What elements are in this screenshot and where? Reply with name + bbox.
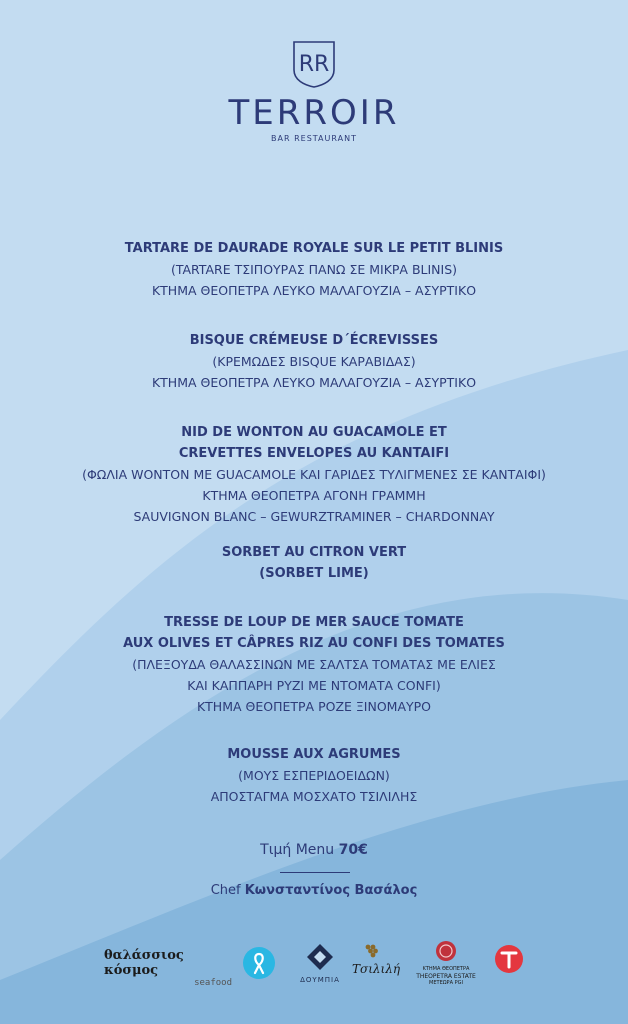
course-wine: ΚΤΗΜΑ ΘΕΟΠΕΤΡΑ ΡΟΖΕ ΞΙΝΟΜΑΥΡΟ <box>196 699 432 714</box>
course-name: MOUSSE AUX AGRUMES <box>227 747 401 762</box>
thalassios-title: θαλάσσιος κόσμος <box>104 948 184 978</box>
brand-header <box>0 40 628 143</box>
divider <box>280 872 350 873</box>
course-wine-varietals: SAUVIGNON BLANC – GEWURZTRAMINER – CHARDONNAY <box>133 509 495 524</box>
course-description: (TARTARE ΤΣΙΠΟΥΡΑΣ ΠΑΝΩ ΣΕ ΜΙΚΡΑ BLINIS) <box>170 262 458 277</box>
theopetra-line-2: THEOPETRA ESTATE <box>416 973 476 980</box>
chef-label: Chef <box>210 883 241 898</box>
course-wine: ΚΤΗΜΑ ΘΕΟΠΕΤΡΑ ΛΕΥΚΟ ΜΑΛΑΓΟΥΖΙΑ – ΑΣΥΡΤΙΚΟ <box>151 375 477 390</box>
doumpia-diamond-icon <box>305 942 335 972</box>
course-name: SORBET AU CITRON VERT <box>221 545 407 560</box>
brand-name: TERROIR <box>228 93 400 133</box>
thalassios-subtitle: seafood <box>194 978 232 988</box>
course-name: AUX OLIVES ET CÂPRES RIZ AU CONFI DES TOMATES <box>123 636 505 651</box>
t-circle-logo-icon <box>494 944 524 974</box>
price-value: 70€ <box>338 842 368 858</box>
chef-credit <box>0 883 628 898</box>
chef-name: Κωνσταντίνος Βασάλος <box>244 883 418 898</box>
grapes-icon <box>362 942 382 958</box>
course-name: BISQUE CRÉMEUSE D´ÉCREVISSES <box>189 333 439 348</box>
course-6 <box>0 744 628 807</box>
thalassios-kosmos-logo <box>104 948 234 988</box>
course-description: (ΠΛΕΞΟΥΔΑ ΘΑΛΑΣΣΙΝΩΝ ΜΕ ΣΑΛΤΣΑ ΤΟΜΑΤΑΣ ΜΕ ΕΛΙΕΣ <box>132 657 496 672</box>
menu-price <box>0 842 628 858</box>
course-wine: ΚΤΗΜΑ ΘΕΟΠΕΤΡΑ ΑΓΟΝΗ ΓΡΑΜΜΗ <box>202 488 426 503</box>
theopetra-seal-icon <box>435 940 457 962</box>
course-name: NID DE WONTON AU GUACAMOLE ET <box>181 425 447 440</box>
course-description: ΚΑΙ ΚΑΠΠΑΡΗ ΡΥΖΙ ΜΕ ΝΤΟΜΑΤΑ CONFI) <box>187 678 441 693</box>
ribbon-circle-icon <box>242 946 276 980</box>
course-name: (SORBET LIME) <box>259 566 369 581</box>
course-description: (ΜΟΥΣ ΕΣΠΕΡΙΔΟΕΙΔΩΝ) <box>238 768 390 783</box>
course-name: TRESSE DE LOUP DE MER SAUCE TOMATE <box>164 615 464 630</box>
course-name: TARTARE DE DAURADE ROYALE SUR LE PETIT BLINIS <box>124 241 504 256</box>
tsilili-logo <box>352 942 401 976</box>
course-name: CREVETTES ENVELOPES AU KANTAIFI <box>178 446 450 461</box>
tsilili-label: Τσιλιλή <box>352 962 401 976</box>
theopetra-logo <box>410 940 482 987</box>
sponsor-logos <box>0 938 628 998</box>
course-4 <box>0 542 628 584</box>
course-wine: ΚΤΗΜΑ ΘΕΟΠΕΤΡΑ ΛΕΥΚΟ ΜΑΛΑΓΟΥΖΙΑ – ΑΣΥΡΤΙΚΟ <box>151 283 477 298</box>
course-description: (ΚΡΕΜΩΔΕΣ BISQUE ΚΑΡΑΒΙΔΑΣ) <box>212 354 416 369</box>
course-3 <box>0 422 628 527</box>
brand-subtitle: BAR RESTAURANT <box>271 134 357 143</box>
course-5 <box>0 612 628 717</box>
monogram-text: RR <box>298 52 330 77</box>
price-label: Τιμή Menu <box>260 842 335 858</box>
course-wine: ΑΠΟΣΤΑΓΜΑ ΜΟΣΧΑΤΟ ΤΣΙΛΙΛΗΣ <box>210 789 418 804</box>
theopetra-line-3: ΜΕΤΕΩΡΑ PGI <box>429 980 463 986</box>
doumpia-logo <box>296 942 344 984</box>
theopetra-line-1: ΚΤΗΜΑ ΘΕΟΠΕΤΡΑ <box>422 966 470 972</box>
course-description: (ΦΩΛΙΑ WONTON ΜΕ GUACAMOLE ΚΑΙ ΓΑΡΙΔΕΣ ΤΥΛΙΓΜΕΝΕΣ ΣΕ ΚΑΝΤΑΙΦΙ) <box>82 467 546 482</box>
course-1 <box>0 238 628 301</box>
monogram-crest-icon <box>291 40 337 88</box>
course-2 <box>0 330 628 393</box>
doumpia-label: ΔΟΥΜΠΙΑ <box>300 976 340 984</box>
